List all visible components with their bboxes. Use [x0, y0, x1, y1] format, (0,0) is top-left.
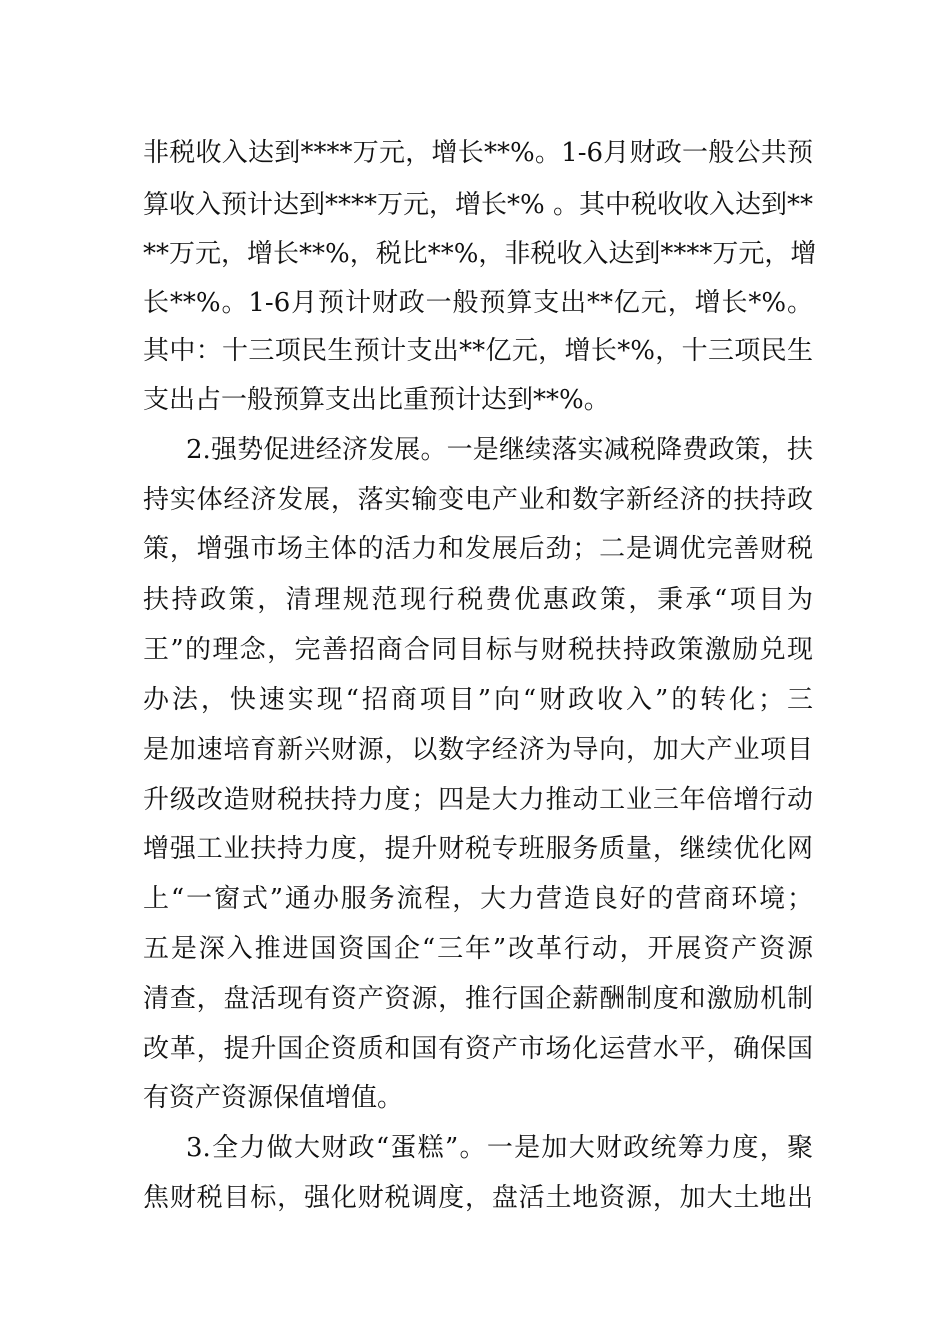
text-line-22: 焦财税目标，强化财税调度，盘活土地资源，加大土地出 — [143, 1183, 813, 1213]
text-line-9: 策，增强市场主体的活力和发展后劲；二是调优完善财税 — [143, 534, 813, 564]
text-line-14: 升级改造财税扶持力度；四是大力推动工业三年倍增行动 — [143, 785, 813, 815]
text-line-10: 扶持政策，清理规范现行税费优惠政策，秉承“项目为 — [143, 585, 813, 615]
text-line-3: **万元，增长**%，税比**%，非税收入达到****万元，增 — [143, 239, 817, 269]
text-line-18: 清查，盘活现有资产资源，推行国企薪酬制度和激励机制 — [143, 984, 813, 1014]
text-line-12: 办法，快速实现“招商项目”向“财政收入”的转化；三 — [143, 685, 813, 715]
text-line-8: 持实体经济发展，落实输变电产业和数字新经济的扶持政 — [143, 485, 813, 515]
text-line-1: 非税收入达到****万元，增长**%。1-6月财政一般公共预 — [143, 138, 813, 168]
text-line-5: 其中：十三项民生预计支出**亿元，增长*%，十三项民生 — [143, 336, 813, 366]
text-line-2: 算收入预计达到****万元，增长*% 。其中税收收入达到** — [143, 190, 813, 220]
text-line-7: 2.强势促进经济发展。一是继续落实减税降费政策，扶 — [186, 435, 813, 465]
text-line-15: 增强工业扶持力度，提升财税专班服务质量，继续优化网 — [143, 834, 813, 864]
text-line-11: 王”的理念，完善招商合同目标与财税扶持政策激励兑现 — [143, 635, 813, 665]
text-line-13: 是加速培育新兴财源，以数字经济为导向，加大产业项目 — [143, 735, 813, 765]
text-line-4: 长**%。1-6月预计财政一般预算支出**亿元，增长*%。 — [143, 288, 813, 318]
text-line-16: 上“一窗式”通办服务流程，大力营造良好的营商环境； — [143, 884, 813, 914]
text-line-20: 有资产资源保值增值。 — [143, 1083, 404, 1113]
text-line-6: 支出占一般预算支出比重预计达到**%。 — [143, 385, 610, 415]
text-line-19: 改革，提升国企资质和国有资产市场化运营水平，确保国 — [143, 1034, 813, 1064]
text-line-17: 五是深入推进国资国企“三年”改革行动，开展资产资源 — [143, 934, 813, 964]
text-line-21: 3.全力做大财政“蛋糕”。一是加大财政统筹力度，聚 — [186, 1133, 813, 1163]
